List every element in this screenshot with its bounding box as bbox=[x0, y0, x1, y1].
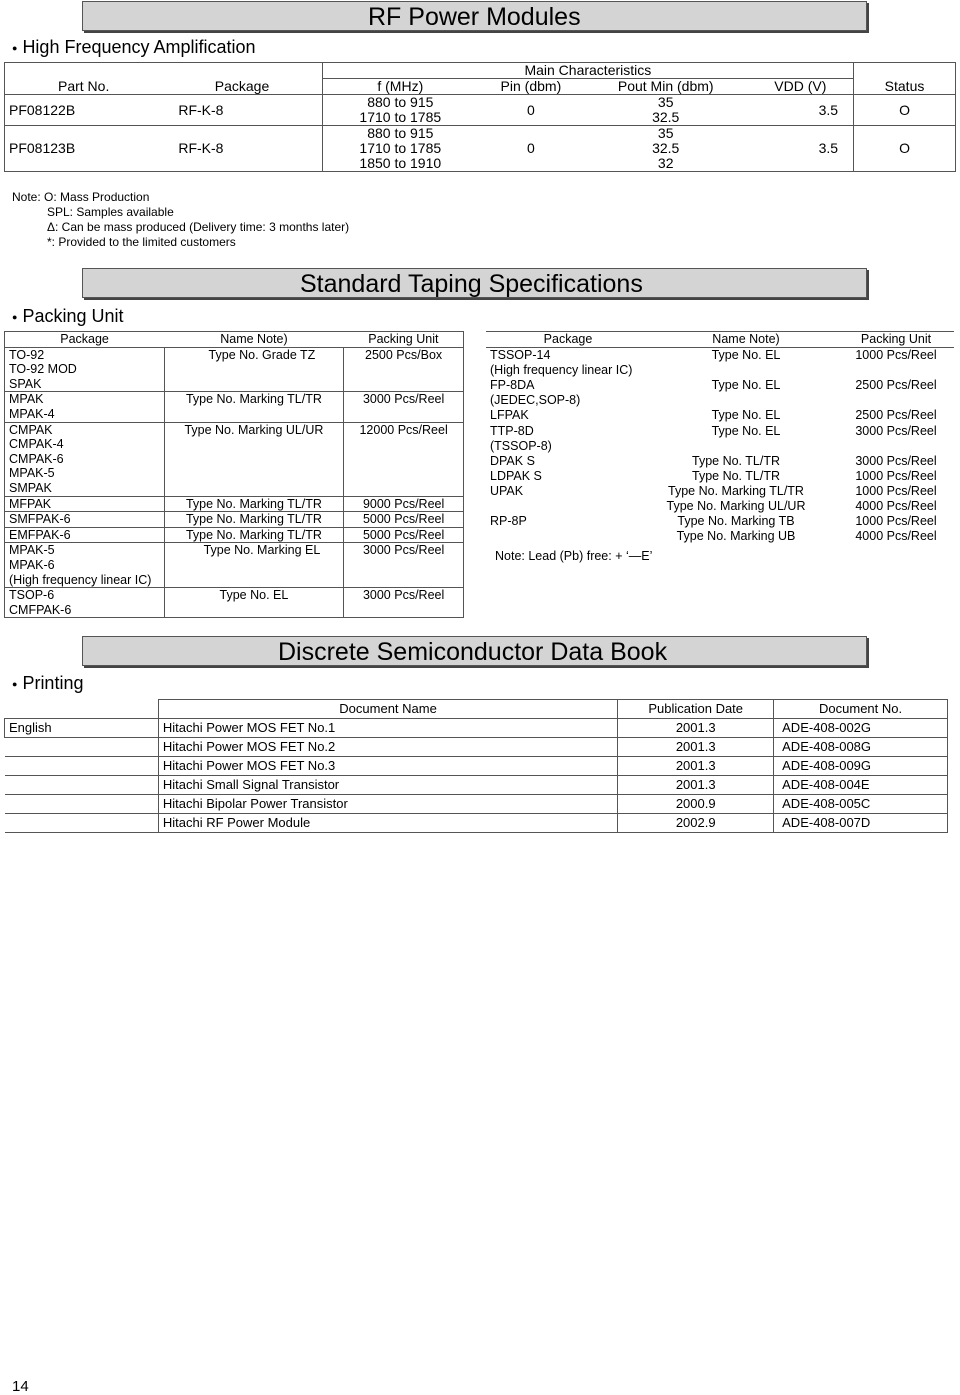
col-header: Document No. bbox=[774, 700, 948, 719]
rf-table-row bbox=[5, 95, 956, 126]
table-row bbox=[5, 527, 464, 543]
package-cell: EMFPAK-6 bbox=[5, 527, 165, 543]
note-line: SPL: Samples available bbox=[47, 205, 174, 219]
package-cell: DPAK S bbox=[490, 453, 535, 468]
col-header: Package bbox=[543, 332, 593, 346]
rf-header-row-1 bbox=[5, 63, 956, 79]
package: RF-K-8 bbox=[178, 140, 224, 156]
package-cell: FP-8DA (JEDEC,SOP-8) bbox=[490, 378, 581, 408]
bullet-dot-icon: ● bbox=[12, 43, 18, 54]
rf-col-header: Pin (dbm) bbox=[500, 78, 562, 94]
status: O bbox=[854, 126, 956, 172]
name-cell: Type No. Marking TL/TR bbox=[185, 392, 322, 407]
unit-cell: 2500 Pcs/Reel bbox=[855, 408, 937, 423]
unit-cell: 5000 Pcs/Reel bbox=[344, 527, 464, 543]
language-cell: English bbox=[5, 719, 159, 738]
databook-header-row bbox=[5, 700, 948, 719]
part-no: PF08123B bbox=[9, 140, 76, 156]
doc-name: Hitachi Power MOS FET No.3 bbox=[158, 757, 617, 776]
bullet-dot-icon: ● bbox=[12, 312, 18, 323]
pub-date: 2001.3 bbox=[618, 776, 774, 795]
doc-name: Hitachi Small Signal Transistor bbox=[158, 776, 617, 795]
unit-cell: 3000 Pcs/Reel bbox=[855, 453, 937, 468]
part-no: PF08122B bbox=[9, 101, 76, 118]
table-row bbox=[5, 588, 464, 618]
rf-title: RF Power Modules bbox=[368, 3, 581, 31]
rf-col-header: Part No. bbox=[57, 77, 110, 94]
packing-bullet-label: Packing Unit bbox=[22, 306, 124, 326]
name-cell: Type No. Marking UL/UR bbox=[184, 422, 324, 437]
pub-date: 2001.3 bbox=[618, 719, 774, 738]
table-row bbox=[5, 738, 948, 757]
doc-no: ADE-408-007D bbox=[774, 814, 948, 833]
unit-cell: 9000 Pcs/Reel bbox=[344, 496, 464, 512]
rf-col-header: f (MHz) bbox=[322, 79, 478, 95]
table-row bbox=[5, 347, 464, 392]
taping-spec-banner bbox=[82, 268, 867, 298]
col-header: Package bbox=[60, 332, 109, 346]
pub-date: 2002.9 bbox=[618, 814, 774, 833]
packing-unit-bullet bbox=[12, 306, 124, 327]
unit-cell: 2500 Pcs/Reel bbox=[855, 378, 937, 393]
doc-name: Hitachi Power MOS FET No.2 bbox=[158, 738, 617, 757]
databook-table bbox=[4, 699, 948, 833]
rf-col-header: Pout Min (dbm) bbox=[617, 78, 714, 94]
rf-col-header: VDD (V) bbox=[774, 78, 827, 94]
doc-no: ADE-408-005C bbox=[774, 795, 948, 814]
table-row bbox=[5, 392, 464, 422]
package-cell: TO-92 TO-92 MOD SPAK bbox=[5, 347, 165, 392]
doc-no: ADE-408-009G bbox=[774, 757, 948, 776]
high-frequency-bullet bbox=[12, 37, 256, 58]
rf-power-modules-banner bbox=[82, 1, 867, 31]
status: O bbox=[854, 95, 956, 126]
rf-modules-table bbox=[4, 62, 956, 172]
package-cell: CMPAK CMPAK-4 CMPAK-6 MPAK-5 SMPAK bbox=[5, 422, 165, 496]
page-number: 14 bbox=[12, 1378, 29, 1395]
packing-left-header bbox=[5, 332, 464, 348]
unit-cell: 5000 Pcs/Reel bbox=[344, 512, 464, 528]
doc-name: Hitachi Power MOS FET No.1 bbox=[158, 719, 617, 738]
status-notes bbox=[12, 190, 349, 250]
note-line: Note: O: Mass Production bbox=[12, 190, 150, 204]
table-row bbox=[486, 424, 954, 454]
frequency: 880 to 915 1710 to 1785 1850 to 1910 bbox=[322, 126, 478, 172]
unit-cell: 2500 Pcs/Box bbox=[344, 347, 464, 392]
package-cell: MPAK MPAK-4 bbox=[5, 392, 165, 422]
frequency: 880 to 915 1710 to 1785 bbox=[322, 95, 478, 126]
unit-cell: 3000 Pcs/Reel bbox=[855, 423, 937, 438]
bullet-dot-icon: ● bbox=[12, 679, 18, 690]
pout: 35 32.5 bbox=[652, 94, 680, 125]
name-cell: Type No. Marking TL/TR bbox=[185, 512, 322, 527]
unit-cell: 3000 Pcs/Reel bbox=[344, 392, 464, 422]
col-header: Packing Unit bbox=[860, 332, 932, 346]
unit-cell: 12000 Pcs/Reel bbox=[344, 422, 464, 496]
name-cell: Type No. Marking TL/TR bbox=[185, 527, 322, 542]
doc-name: Hitachi RF Power Module bbox=[158, 814, 617, 833]
doc-no: ADE-408-004E bbox=[774, 776, 948, 795]
unit-cell: 3000 Pcs/Reel bbox=[344, 588, 464, 618]
name-cell: Type No. TL/TR bbox=[692, 468, 780, 483]
rf-header-row-2 bbox=[5, 79, 956, 95]
printing-bullet-label: Printing bbox=[22, 673, 84, 693]
package-cell: TTP-8D (TSSOP-8) bbox=[490, 423, 552, 453]
table-row bbox=[486, 469, 954, 484]
pin: 0 bbox=[526, 101, 535, 118]
package-cell: UPAK bbox=[490, 483, 524, 498]
unit-cell: 1000 Pcs/Reel bbox=[855, 348, 937, 363]
unit-cell: 3000 Pcs/Reel bbox=[344, 543, 464, 588]
package: RF-K-8 bbox=[178, 101, 224, 118]
name-cell: Type No. EL bbox=[711, 423, 781, 438]
col-header: Publication Date bbox=[618, 700, 774, 719]
pin: 0 bbox=[526, 140, 535, 156]
col-header bbox=[5, 700, 159, 719]
col-header: Name Note) bbox=[220, 332, 288, 346]
packing-right-header bbox=[486, 332, 954, 348]
table-row bbox=[486, 484, 954, 514]
databook-title: Discrete Semiconductor Data Book bbox=[278, 638, 668, 666]
package-cell: SMFPAK-6 bbox=[5, 512, 165, 528]
doc-no: ADE-408-002G bbox=[774, 719, 948, 738]
name-cell: Type No. EL bbox=[711, 378, 781, 393]
hf-bullet-label: High Frequency Amplification bbox=[22, 37, 256, 57]
name-cell: Type No. Marking TL/TR Type No. Marking UL/UR bbox=[666, 483, 806, 514]
rf-table-row bbox=[5, 126, 956, 172]
table-row bbox=[5, 814, 948, 833]
rf-col-header: Package bbox=[214, 77, 270, 94]
databook-banner bbox=[82, 636, 867, 666]
note-line: Δ: Can be mass produced (Delivery time: 3 months later) bbox=[47, 220, 350, 234]
pub-date: 2000.9 bbox=[618, 795, 774, 814]
table-row bbox=[5, 422, 464, 496]
table-row bbox=[5, 543, 464, 588]
package-cell: TSOP-6 CMFPAK-6 bbox=[5, 588, 165, 618]
unit-cell: 1000 Pcs/Reel 4000 Pcs/Reel bbox=[855, 514, 937, 544]
table-row bbox=[486, 408, 954, 423]
rf-col-header: Status bbox=[854, 79, 956, 95]
unit-cell: 1000 Pcs/Reel 4000 Pcs/Reel bbox=[855, 483, 937, 514]
name-cell: Type No. EL bbox=[219, 588, 289, 603]
printing-bullet bbox=[12, 673, 83, 694]
table-row bbox=[5, 795, 948, 814]
lead-free-note: Note: Lead (Pb) free: + ‘—E’ bbox=[495, 549, 653, 563]
col-header: Packing Unit bbox=[368, 332, 439, 346]
package-cell: RP-8P bbox=[490, 514, 527, 529]
pub-date: 2001.3 bbox=[618, 738, 774, 757]
name-cell: Type No. Marking TL/TR bbox=[185, 496, 322, 511]
table-row bbox=[5, 757, 948, 776]
name-cell: Type No. EL bbox=[711, 348, 781, 363]
main-characteristics-header: Main Characteristics bbox=[322, 63, 853, 79]
table-row bbox=[5, 512, 464, 528]
packing-right-table bbox=[486, 331, 954, 544]
package-cell: LDPAK S bbox=[490, 468, 542, 483]
vdd: 3.5 bbox=[818, 101, 839, 118]
taping-title: Standard Taping Specifications bbox=[300, 270, 643, 298]
table-row bbox=[486, 348, 954, 379]
table-row bbox=[5, 496, 464, 512]
name-cell: Type No. EL bbox=[711, 408, 781, 423]
pout: 35 32.5 32 bbox=[652, 125, 680, 171]
pub-date: 2001.3 bbox=[618, 757, 774, 776]
table-row bbox=[5, 776, 948, 795]
col-header: Document Name bbox=[158, 700, 617, 719]
vdd: 3.5 bbox=[818, 140, 839, 156]
table-row bbox=[5, 719, 948, 738]
package-cell: LFPAK bbox=[490, 408, 529, 423]
name-cell: Type No. Grade TZ bbox=[208, 347, 316, 362]
doc-no: ADE-408-008G bbox=[774, 738, 948, 757]
package-cell: TSSOP-14 (High frequency linear IC) bbox=[490, 348, 633, 378]
packing-left-table bbox=[4, 331, 464, 618]
package-cell: MFPAK bbox=[5, 496, 165, 512]
table-row bbox=[486, 514, 954, 544]
name-cell: Type No. Marking TB Type No. Marking UB bbox=[676, 514, 796, 544]
note-line: *: Provided to the limited customers bbox=[47, 235, 236, 249]
unit-cell: 1000 Pcs/Reel bbox=[855, 468, 937, 483]
name-cell: Type No. TL/TR bbox=[692, 453, 780, 468]
table-row bbox=[486, 454, 954, 469]
name-cell: Type No. Marking EL bbox=[203, 543, 321, 558]
table-row bbox=[486, 378, 954, 408]
col-header: Name Note) bbox=[712, 332, 780, 346]
package-cell: MPAK-5 MPAK-6 (High frequency linear IC) bbox=[5, 543, 165, 588]
doc-name: Hitachi Bipolar Power Transistor bbox=[158, 795, 617, 814]
